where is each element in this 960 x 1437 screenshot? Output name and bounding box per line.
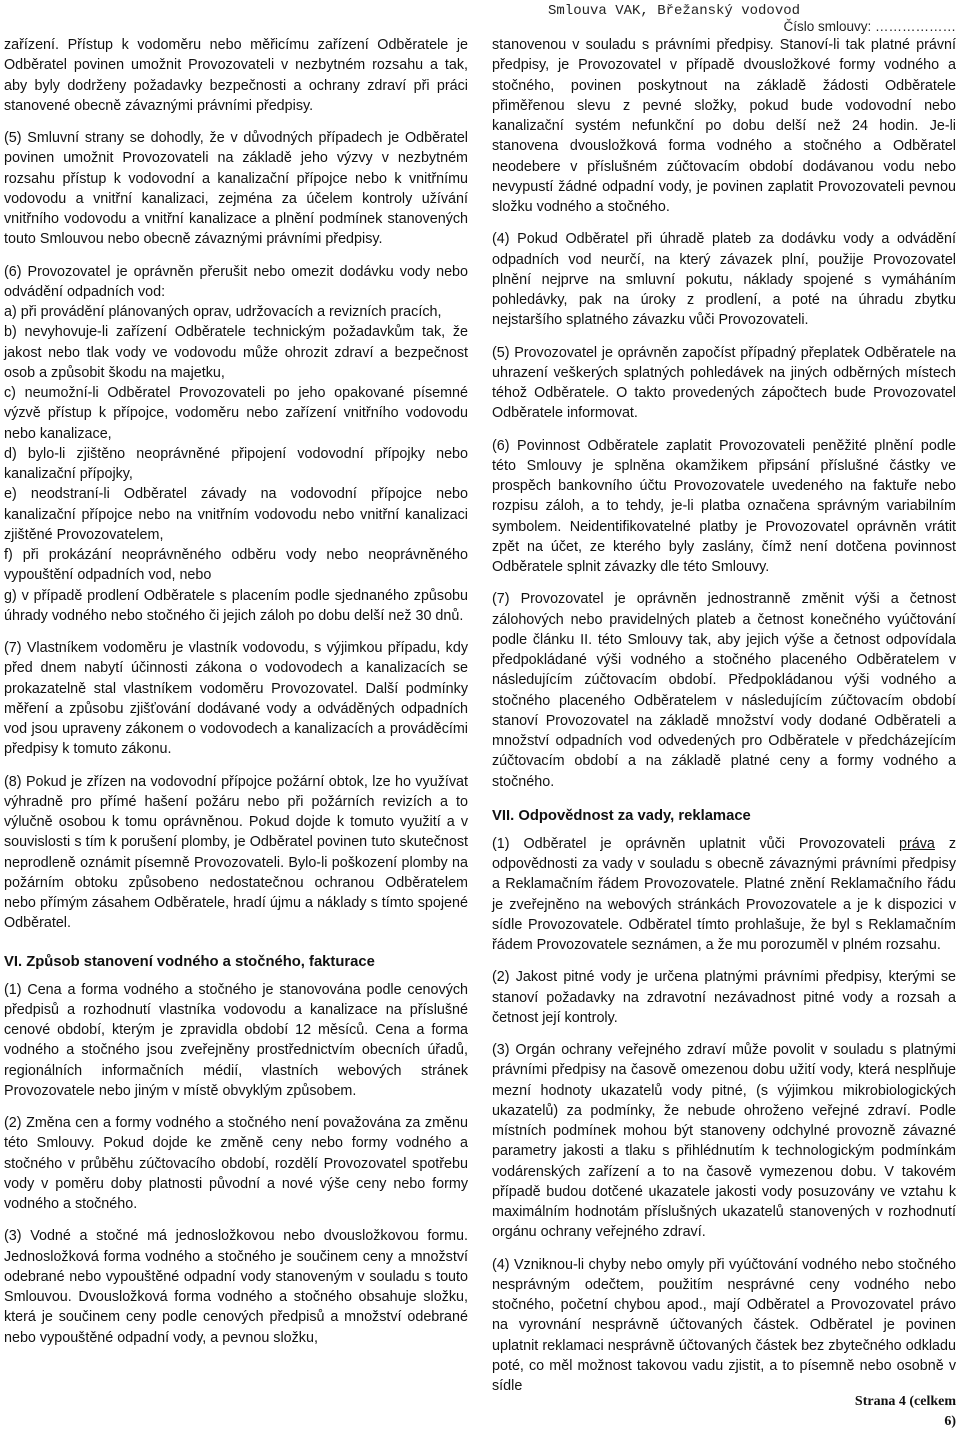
- section-vi-paragraph-4: (4) Pokud Odběratel při úhradě plateb za dodávku vody a odvádění odpadních vod neurčí, na který závazek plní, použije Provozovatel plnění nejprve na smluvní pokutu, náklady spojené s vymáháním pohledávky, pak na úroky z prodlení, a poté na úhradu zbytku nejstaršího splatného závazku vůči Provozovateli.: [492, 231, 956, 329]
- left-column: [4, 35, 468, 1360]
- underlined-word: práva: [898, 835, 935, 852]
- section-heading-vii: VII. Odpovědnost za vady, reklamace: [492, 807, 751, 824]
- page-number-line-1: Strana 4 (celkem: [854, 1394, 956, 1409]
- paragraph-7: (7) Vlastníkem vodoměru je vlastník vodovodu, s výjimkou případu, kdy před dnem nabytí účinnosti zákona o vodovodech a kanalizacích se prokazatelně stal vlastníkem vodoměru Provozovatel. Další podmínky měření a způsobu zjišťování dodávané vody a odváděných odpadních vod jsou upraveny zákonem o vodovodech a kanalizacích a prováděcími předpisy k tomuto zákonu.: [4, 640, 468, 758]
- paragraph-continued: zařízení. Přístup k vodoměru nebo měřicímu zařízení Odběratele je Odběratel povinen umožnit Provozovateli v nezbytném rozsahu a tak, aby byly dodrženy požadavky bezpečnosti a ochrany zdraví při práci stanovené obecně závaznými právními předpisy.: [4, 37, 468, 114]
- paragraph-6c: c) neumožní-li Odběratel Provozovateli po jeho opakované písemné výzvě přístup k přípojce, vodoměru nebo zařízení vnitřního vodovodu nebo kanalizace,: [4, 385, 468, 442]
- section-vii-paragraph-2: (2) Jakost pitné vody je určena platnými právními předpisy, kterými se stanoví požadavky na zdravotní nezávadnost pitné vody a rozsah a četnost její kontroly.: [492, 969, 956, 1026]
- paragraph-6a: a) při provádění plánovaných oprav, udržovacích a revizních pracích,: [4, 304, 442, 320]
- paragraph-6e: e) neodstraní-li Odběratel závady na vodovodní přípojce nebo kanalizační přípojce nebo na vnitřním vodovodu nebo vnitřní kanalizaci zjištěné Provozovatelem,: [4, 486, 468, 543]
- page-number-line-2: 6): [944, 1414, 956, 1429]
- section-vi-paragraph-2: (2) Změna cen a formy vodného a stočného není považována za změnu této Smlouvy. Pokud dojde ke změně ceny nebo formy vodného a stočného v průběhu zúčtovacího období, rozdělí Provozovatel spotřebu vody v poměru doby platnosti původní a nové výše ceny nebo formy vodného a stočného.: [4, 1115, 468, 1212]
- section-vii-paragraph-4: (4) Vzniknou-li chyby nebo omyly při vyúčtování vodného nebo stočného nesprávným odečtem, použitím nesprávné ceny vodného nebo stočného, početní chybou apod., mají Odběratel a Provozovatel právo na vyrovnání nesprávně účtovaných částek. Odběratel je povinen uplatnit reklamaci nesprávně účtovaných částek bez zbytečného odkladu poté, co měl možnost takovou vadu zjistit, a to písemně nebo osobně v sídle: [492, 1256, 956, 1394]
- contract-number: Číslo smlouvy: ………………: [783, 19, 956, 34]
- section-heading-vi: VI. Způsob stanovení vodného a stočného, fakturace: [4, 953, 375, 970]
- paragraph-6d: d) bylo-li zjištěno neoprávněné připojení vodovodní přípojky nebo kanalizační přípojky,: [4, 445, 468, 482]
- section-vii-paragraph-3: (3) Orgán ochrany veřejného zdraví může povolit v souladu s platnými právními předpisy na časově omezenou dobu užití vody, která nesplňuje mezní hodnoty ukazatelů vody pitné, (s výjimkou mikrobiologických ukazatelů) za podmínky, že nebude ohroženo veřejné zdraví. Podle místních podmínek mohou být stanoveny odchylné provozně závazné parametry jakosti a tlaku s přihlédnutím k technologickým podmínkám vodárenských zařízení a to na časově vymezenou dobu. V takovém případě budou dotčené ukazatele jakosti vody posuzovány ve vztahu k maximálním hodnotám příslušných ukazatelů stanovených v rozhodnutí orgánu ochrany veřejného zdraví.: [492, 1042, 956, 1241]
- section-vi-paragraph-3: (3) Vodné a stočné má jednosložkovou nebo dvousložkovou formu. Jednosložková forma vodného a stočného je součinem ceny a množství odebrané nebo vypouštěné odpadní vody stanoveným v souladu s touto Smlouvou. Dvousložková forma vodného a stočného obsahuje složku, která je součinem ceny podle cenových předpisů a množství odebrané nebo vypouštěné odpadní vody, a pevnou složku,: [4, 1228, 468, 1346]
- section-vi-paragraph-6: (6) Povinnost Odběratele zaplatit Provozovateli peněžité plnění podle této Smlouvy je splněna okamžikem připsání příslušné částky ve prospěch bankovního účtu Provozovatele uvedeného na faktuře nebo rozpisu záloh, a to tehdy, je-li platba označena správným variabilním symbolem. Neidentifikovatelné platby je Provozovatel oprávněn vrátit zpět na účet, ze kterého byly zaslány, čímž není dotčena povinnost Odběratele splnit závazky dle této Smlouvy.: [492, 437, 956, 575]
- section-vi-paragraph-3-continued: stanovenou v souladu s právními předpisy. Stanoví-li tak platné právní předpisy, je Provozovatel v případě dvousložkové formy vodného a stočného, povinen poskytnout na základě žádosti Odběratele přiměřenou slevu z pevné složky, pokud bude vodovodní nebo kanalizační systém nefunkční po dobu delší než 24 hodin. Je-li stanovena dvousložková forma vodného a stočného a Odběratel neodebere v příslušném zúčtovacím období dodávanou vodu nebo nevypustí žádné odpadní vody, je povinen zaplatit Provozovateli pevnou složku vodného a stočného.: [492, 37, 956, 215]
- paragraph-5: (5) Smluvní strany se dohodly, že v důvodných případech je Odběratel povinen umožnit Provozovateli na základě jeho výzvy v nezbytném rozsahu přístup k vodovodní a kanalizační přípojce nebo k vnitřnímu vodovodu a vnitřní kanalizaci, zejména za účelem kontroly užívání vnitřního vodovodu a vnitřní kanalizace a plnění podmínek stanovených touto Smlouvou nebo obecně závaznými právními předpisy.: [4, 130, 468, 248]
- page-number: [855, 1392, 956, 1432]
- paragraph-6b: b) nevyhovuje-li zařízení Odběratele technickým požadavkům tak, že jakost nebo tlak vody ve vodovodu může ohrozit zdraví a bezpečnost osob a způsobit škodu na majetku,: [4, 324, 468, 381]
- text-segment: (1) Odběratel je oprávněn uplatnit vůči Provozovateli: [492, 835, 899, 852]
- document-header-title: Smlouva VAK, Břežanský vodovod: [548, 3, 801, 19]
- section-vi-paragraph-1: (1) Cena a forma vodného a stočného je stanovována podle cenových předpisů a rozhodnutí vlastníka vodovodu a kanalizace na příslušné cenové období, kterým je zpravidla období 12 měsíců. Cena a forma vodného a stočného jsou zveřejněny prostřednictvím obecních úřadů, regionálních informačních médií, vlastních webových stránek Provozovatele nebo jiným v místě obvyklým způsobem.: [4, 981, 468, 1099]
- paragraph-6g: g) v případě prodlení Odběratele s placením podle sjednaného způsobu úhrady vodného nebo stočného či jejich záloh po dobu delší než 30 dnů.: [4, 587, 468, 624]
- paragraph-6: (6) Provozovatel je oprávněn přerušit nebo omezit dodávku vody nebo odvádění odpadních vod:: [4, 263, 468, 300]
- paragraph-6f: f) při prokázání neoprávněného odběru vody nebo neoprávněného vypouštění odpadních vod, nebo: [4, 547, 468, 584]
- section-vii-paragraph-1: [492, 834, 956, 956]
- section-vi-paragraph-7: (7) Provozovatel je oprávněn jednostranně změnit výši a četnost zálohových nebo pravidelných plateb a četnost konečného vyúčtování podle článku II. této Smlouvy tak, aby jejich výše a četnost odpovídala předpokládané výši vodného a stočného placeného Odběratelem v následujícím zúčtovacím období. Předpokládanou výši vodného a stočného placeného Odběratelem v následujícím zúčtovacím období stanoví Provozovatel na základě množství vody dodané Odběrateli a množství odpadních vod odvedených pro Odběratele v předcházejícím zúčtovacím období a na základě platné ceny a formy vodného a stočného.: [492, 591, 956, 790]
- right-column: [492, 35, 956, 1408]
- section-vi-paragraph-5: (5) Provozovatel je oprávněn započíst případný přeplatek Odběratele na uhrazení veškerých splatných pohledávek na jiných odběrných místech téhož Odběratele. O takto provedených zápočtech bude Provozovatel Odběratele informovat.: [492, 344, 956, 422]
- paragraph-8: (8) Pokud je zřízen na vodovodní přípojce požární obtok, lze ho využívat výhradně pro přímé hašení požáru nebo při požárních revizích a to výlučně osobou k tomu oprávněnou. Pokud dojde k tomuto využití a v souvislosti s tím k porušení plomby, je Odběratel povinen tuto skutečnost neprodleně oznámit písemně Provozovateli. Bylo-li poškození plomby na požárním obtoku způsobeno nedostatečnou ochranou Odběratelem nebo přímým zásahem Odběratele, hradí újmu a náklady s tímto spojené Odběratel.: [4, 773, 468, 932]
- text-segment: z odpovědnosti za vady v souladu s obecně závaznými právními předpisy a Reklamačním řádem Provozovatele. Platné znění Reklamačního řádu je zveřejněno na webových stránkách Provozovatele a je k dispozici v sídle Provozovatele. Odběratel tímto prohlašuje, že byl s Reklamačním řádem Provozovatele seznámen, a že mu porozuměl v plném rozsahu.: [492, 835, 956, 953]
